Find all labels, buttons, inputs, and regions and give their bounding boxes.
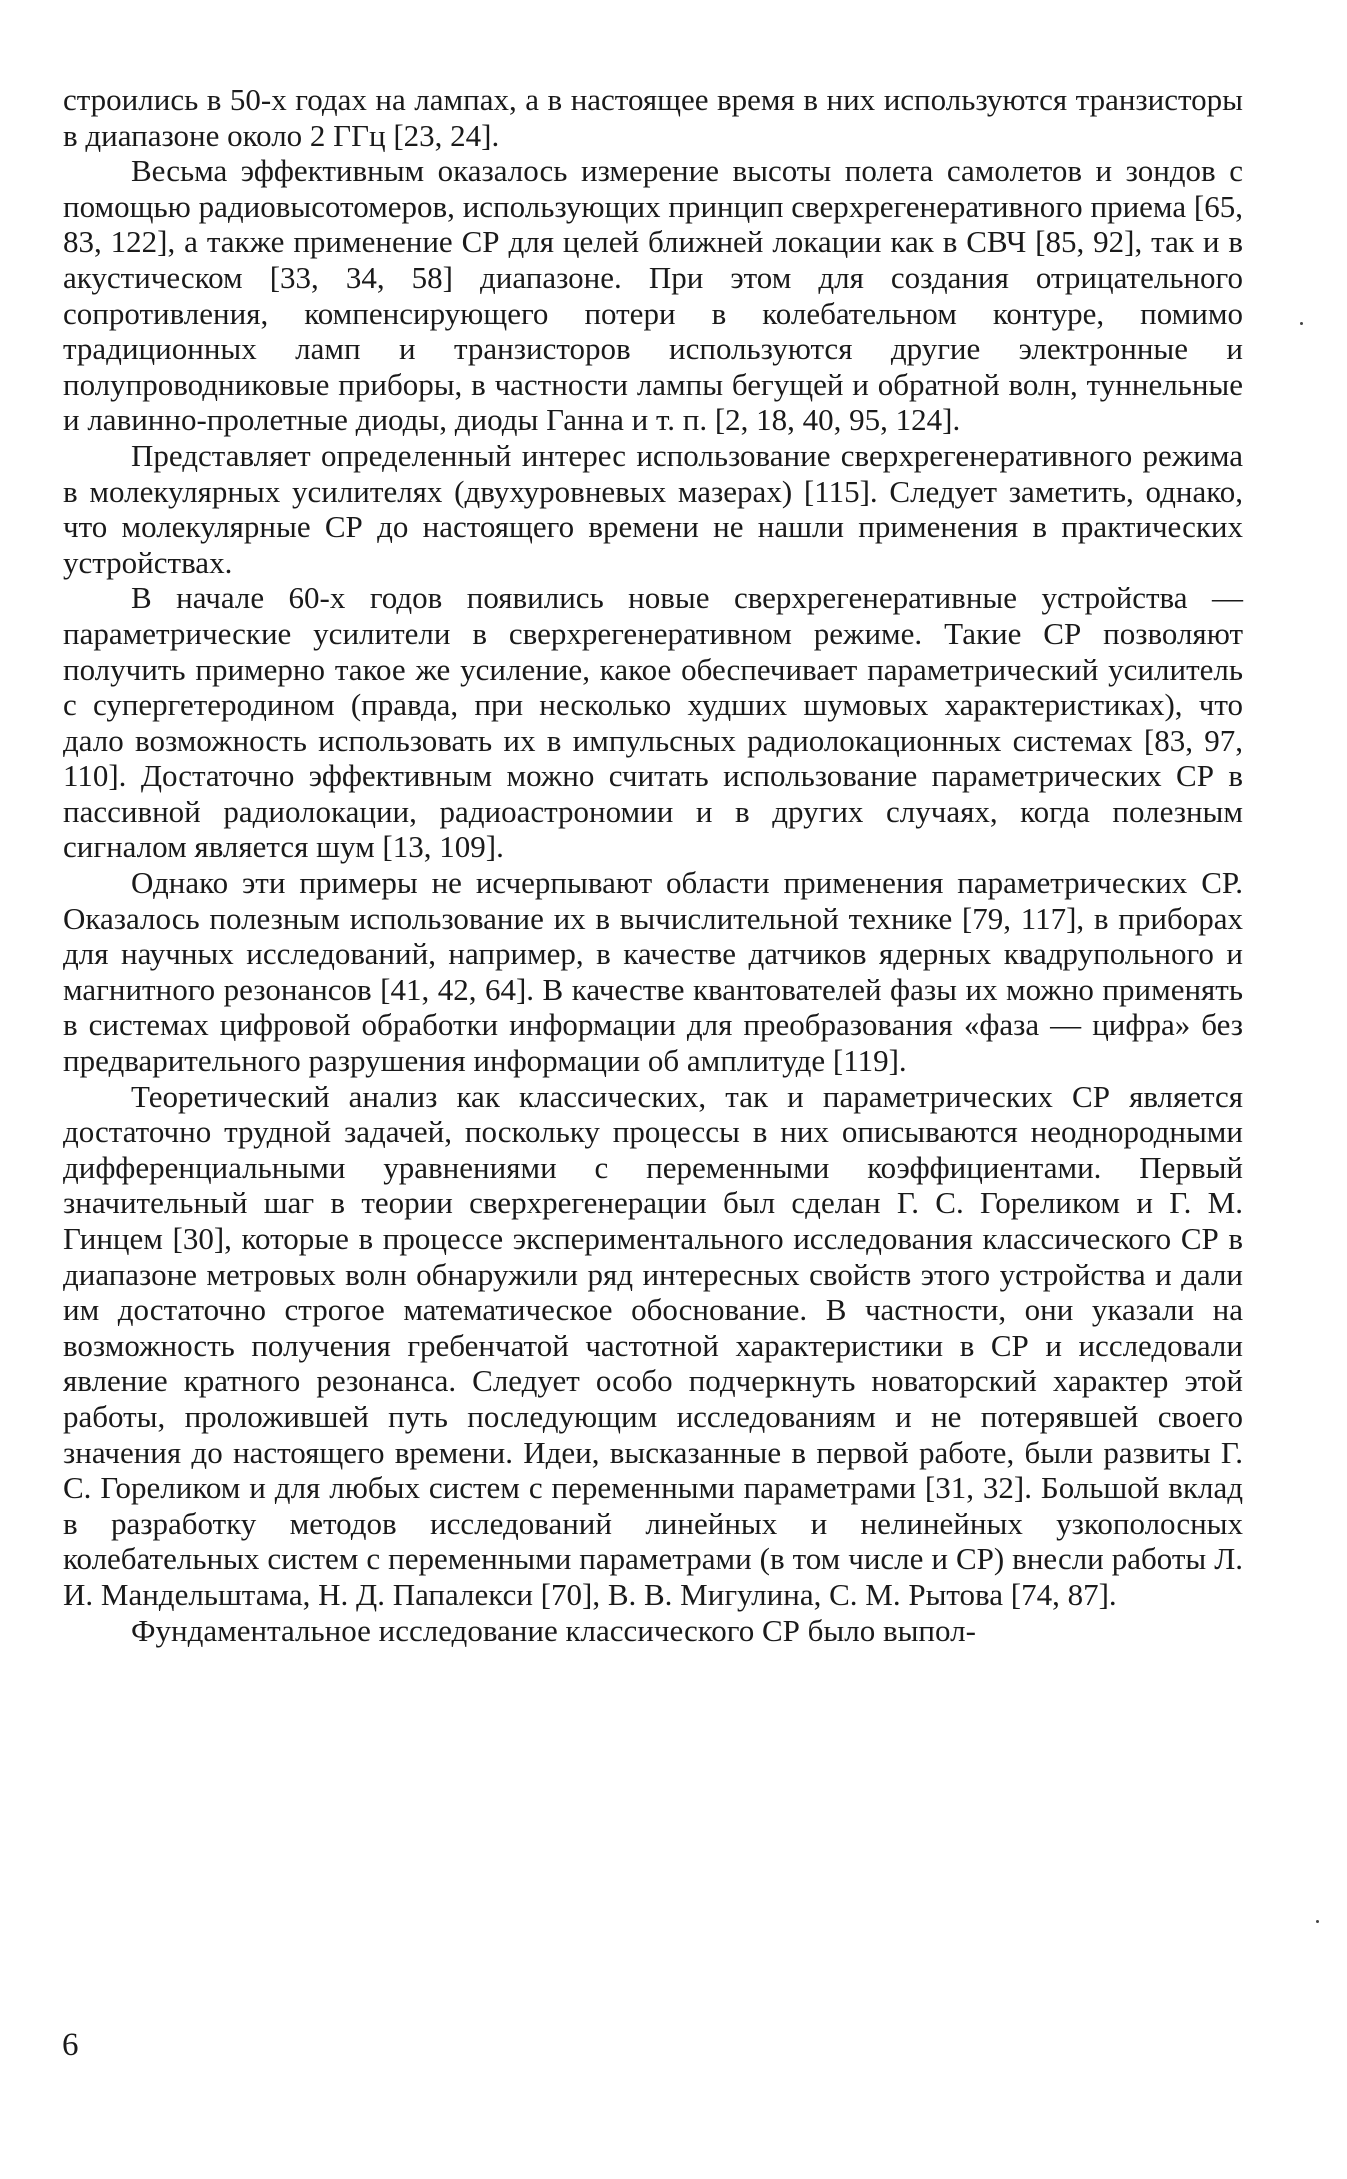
- paragraph-5: Однако эти примеры не исчерпывают области применения параметрических СР. Оказалось полезным использование их в вычислительной технике [79, 117], в приборах для научных исследований, например, в качестве датчиков ядерных квадрупольного и магнитного резонансов [41, 42, 64]. В качестве квантователей фазы их можно применять в системах цифровой обработки информации для преобразования «фаза — цифра» без предварительного разрушения информации об амплитуде [119].: [63, 865, 1243, 1079]
- paragraph-4: В начале 60-х годов появились новые сверхрегенеративные устройства — параметрические усилители в сверхрегенеративном режиме. Такие СР позволяют получить примерно такое же усиление, какое обеспечивает параметрический усилитель с супергетеродином (правда, при несколько худших шумовых характеристиках), что дало возможность использовать их в импульсных радиолокационных системах [83, 97, 110]. Достаточно эффективным можно считать использование параметрических СР в пассивной радиолокации, радиоастрономии и в других случаях, когда полезным сигналом является шум [13, 109].: [63, 580, 1243, 865]
- scan-speck: [1316, 1920, 1319, 1923]
- scan-speck: [1300, 322, 1303, 325]
- page-body: [63, 82, 1243, 1648]
- paragraph-2: Весьма эффективным оказалось измерение высоты полета самолетов и зондов с помощью радиовысотомеров, использующих принцип сверхрегенеративного приема [65, 83, 122], а также применение СР для целей ближней локации как в СВЧ [85, 92], так и в акустическом [33, 34, 58] диапазоне. При этом для создания отрицательного сопротивления, компенсирующего потери в колебательном контуре, помимо традиционных ламп и транзисторов используются другие электронные и полупроводниковые приборы, в частности лампы бегущей и обратной волн, туннельные и лавинно-пролетные диоды, диоды Ганна и т. п. [2, 18, 40, 95, 124].: [63, 153, 1243, 438]
- page-number: 6: [62, 2027, 79, 2063]
- paragraph-1: строились в 50-х годах на лампах, а в настоящее время в них используются транзисторы в диапазоне около 2 ГГц [23, 24].: [63, 82, 1243, 153]
- paragraph-7: Фундаментальное исследование классического СР было выпол-: [131, 1612, 976, 1648]
- paragraph-3: Представляет определенный интерес использование сверхрегенеративного режима в молекулярных усилителях (двухуровневых мазерах) [115]. Следует заметить, однако, что молекулярные СР до настоящего времени не нашли применения в практических устройствах.: [63, 437, 1243, 580]
- paragraph-6: Теоретический анализ как классических, так и параметрических СР является достаточно трудной задачей, поскольку процессы в них описываются неоднородными дифференциальными уравнениями с переменными коэффициентами. Первый значительный шаг в теории сверхрегенерации был сделан Г. С. Гореликом и Г. М. Гинцем [30], которые в процессе экспериментального исследования классического СР в диапазоне метровых волн обнаружили ряд интересных свойств этого устройства и дали им достаточно строгое математическое обоснование. В частности, они указали на возможность получения гребенчатой частотной характеристики в СР и исследовали явление кратного резонанса. Следует особо подчеркнуть новаторский характер этой работы, проложившей путь последующим исследованиям и не потерявшей своего значения до настоящего времени. Идеи, высказанные в первой работе, были развиты Г. С. Гореликом и для любых систем с переменными параметрами [31, 32]. Большой вклад в разработку методов исследований линейных и нелинейных узкополосных колебательных систем с переменными параметрами (в том числе и СР) внесли работы Л. И. Мандельштама, Н. Д. Папалекси [70], В. В. Мигулина, С. М. Рытова [74, 87].: [63, 1078, 1243, 1612]
